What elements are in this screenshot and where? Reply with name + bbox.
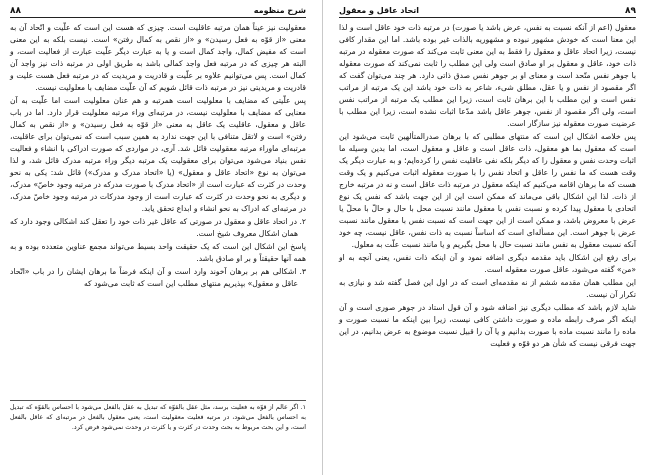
- paragraph: پاسخ این اشکال این است که یک حقیقت واحد بسیط می‌تواند مجمع عناوین متعدده بوده و به همه آنها حقیقتاً و بر او صادق باشد.: [10, 242, 306, 263]
- numbered-item: ۳. اشکالی هم بر برهان آخوند وارد است و آن اینکه فرضاً ما برهان ایشان را در باب «اتّحاد عاقل و معقول» بپذیریم منتهای مطلب این است که ثابت می‌شود که: [10, 267, 306, 288]
- left-running-title: شرح منظومه: [253, 6, 306, 15]
- paragraph: معقولیت نیز عیناً همان مرتبه عاقلیت است. چیزی که هست این است که علّیت و اتّحاد آن به معنی «از قوّه به فعل رسیدن» و «از نقص به کمال رفتن» است. نیست بلکه به این معنی است که مفیض کمال، واجد کمال است و یا به عبارت دیگر علّیت عبارت از فعالیت است، و البته هر چیزی که در مرتبه فعل واجد کمالی باشد به طریق اولی در مرتبه ذات نیز واجد آن کمال است. پس می‌توانیم علاوه بر علّیت و قادریت و مریدیت که در مرتبه فعل هست علیت و قادریت و مریدیتی نیز در مرتبه ذات قائل شویم که آن علّیت مضایف با معلولیت نیست.: [10, 23, 306, 92]
- footnote: ۱. اگر عالم از قوّه به فعلیت برسد، مثل عقل بالقوّه که تبدیل به عقل بالفعل می‌شود با احساس بالقوّه که تبدیل به احساس بالفعل می‌شود، در مرتبه فعلیت معقولیت است، یعنی معقول بالفعل در مرتبه‌ای که عاقل بالفعل است، و این بحث مربوط به بحث وحدت در کثرت و یا کثرت در وحدت نمی‌شود فرض کرد.: [10, 404, 306, 431]
- footnotes: [10, 400, 306, 433]
- right-page-body: [339, 22, 636, 350]
- right-page-header: [339, 6, 636, 18]
- left-page-number: ۸۸: [10, 6, 21, 16]
- left-page-body: [10, 22, 306, 290]
- numbered-item: ۲. در اتحاد عاقل و معقول در صورتی که عاقل غیر ذات خود را تعقل کند اشکالی وجود دارد که همان اشکال معروف شیخ است.: [10, 217, 306, 238]
- paragraph: شاید لازم باشد که مطلب دیگری نیز اضافه شود و آن قول استاد در جوهر صوری است و آن اینکه اگر صرف رابطه ماده و صورت داشتن کافی نیست، زیرا بین اینکه ما نسبت صورت و ماده را مانند نسبت ماده با صورت بدانیم و یا آن را قبیل نسبت موضوع به عرض بدانیم، در این جهت فرقی نیست که شأن هر دو قوّه و فعلیت: [339, 303, 636, 348]
- paragraph: پس خلاصه اشکال این است که منتهای مطلبی که با برهان صدرالمتألهین ثابت می‌شود این است که معقول بما هو معقول، ذات عاقل است و عاقل و معقول است، اما بدین وسیله ما اثبات وحدت نفس و معقول را که دیگر بلکه نفی عاقلیت نفس را کرده‌ایم؛ و به عبارت دیگر یک وقت هست که ما نفس را عاقل و اتحاد نفس را با صورت معقوله اثبات می‌کنیم و یک وقت هست که ما برهان اقامه می‌کنیم که اینکه معقول در مرتبه ذات عاقل است و نه در مرتبه خارج از ذات. لذا این اشکال باقی می‌ماند که ممکن است این از این جهت باشد که نفس یک نوع اتحادی با معقول پیدا کرده و نسبت نفس با معقول مانند نسبت محل با حال و حالّ با محلّ یا عرض با معروض باشد، و ممکن است از این جهت است که نسبت نفس با معقول مانند نسبت عرض با جوهر است. این مسأله‌ای است که اساساً نسبت به ذات نفس، عاقل نیست، چه خود آنکه نسبت معقول به نفس مانند نسبت حال با محل بگیریم و یا مانند نسبت علّت به معلول.: [339, 132, 636, 249]
- right-running-title: اتحاد عاقل و معقول: [339, 6, 419, 15]
- paragraph: برای رفع این اشکال باید مقدمه دیگری اضافه نمود و آن اینکه ذات نفس، یعنی آنچه به او «من» گفته می‌شود، عاقل صورت معقوله است.: [339, 253, 636, 274]
- left-page-header: [10, 6, 306, 18]
- right-page-number: ۸۹: [625, 6, 636, 16]
- paragraph: معقول (اعم از آنکه نسبت به نفس، عرض باشد یا صورت) در مرتبه ذات خود عاقل است و لذا این معنا است که خودش مشهور نبوده و مشهوریه بالذات غیر بوده باشد. اما این مقدار کافی نیست، زیرا اتحاد عاقل و معقول را فقط به این معنی ثابت می‌کند که صورت معقوله در مرتبه ذات خود، عاقل و معقول بر او صادق است ولی این مطلب را ثابت نمی‌کند که صورت معقوله با جوهر نفس متّحد است و معنای او بر جوهر نفس صدق ذاتی دارد. هر چند می‌توان گفت که اگر مقصود از نفس و یا عقل، مطلق شیء، شاعر به ذات خود باشد این یک مرتبه از مراتب نفس است و این مطلب با این برهان ثابت است، زیرا این مطلب یک مرتبه از مراتب نفس است، ولی اگر مقصود از نفس، جوهر عاقل باشد مدّعا اثبات نشده است، زیرا این مطلب با عرضیت صورت معقوله نیز سازگار است.: [339, 23, 636, 128]
- paragraph: پس علّیتی که مضایف با معلولیت است همرتبه و هم عنان معلولیت است اما علّیت به آن معنایی که مضایف با معلولیت نیست، در مرتبه‌ای وراء مرتبه معلولیت قرار دارد. اما در باب عاقل و معقول، عاقلیت یک عاقل به معنی «از قوّه به فعل رسیدن» و «از نقص به کمال رفتن» است و لاتقل متنافی با این جهت ندارد به همین سبب است که نمی‌توان برای عاقلیت، مرتبه‌ای ماوراء مرتبه معقولیت قائل شد. آری، در مواردی که صورت ادراکی با انشاء و فعالیت نفس بنیاد می‌شود می‌توان برای معقولیت یک مرتبه دیگر وراء مرتبه مدرک قائل شد، و لذا می‌توان به نوع «اتحاد عاقل و معقول» (یا «اتحاد مدرک و مدرک») قائل شد: یکی به نحو وحدت در کثرت که عبارت است از «اتحاد مدرک با صورت مدرکه در مرتبه وجود خاصّ» مدرک، و دیگری به نحو وحدت در کثرت که عبارت است از وجود مدرکات در مرتبه وجود خاصّ مدرک، در مرتبه‌ای که ادراک به نحو انشاء و ابداع تحقق یابد.: [9, 96, 306, 213]
- paragraph: این مطلب همان مقدمه ششم از نه مقدمه‌ای است که در اول این فصل گفته شد و نیازی به تکرار آن نیست.: [339, 278, 636, 299]
- right-page: [323, 0, 646, 475]
